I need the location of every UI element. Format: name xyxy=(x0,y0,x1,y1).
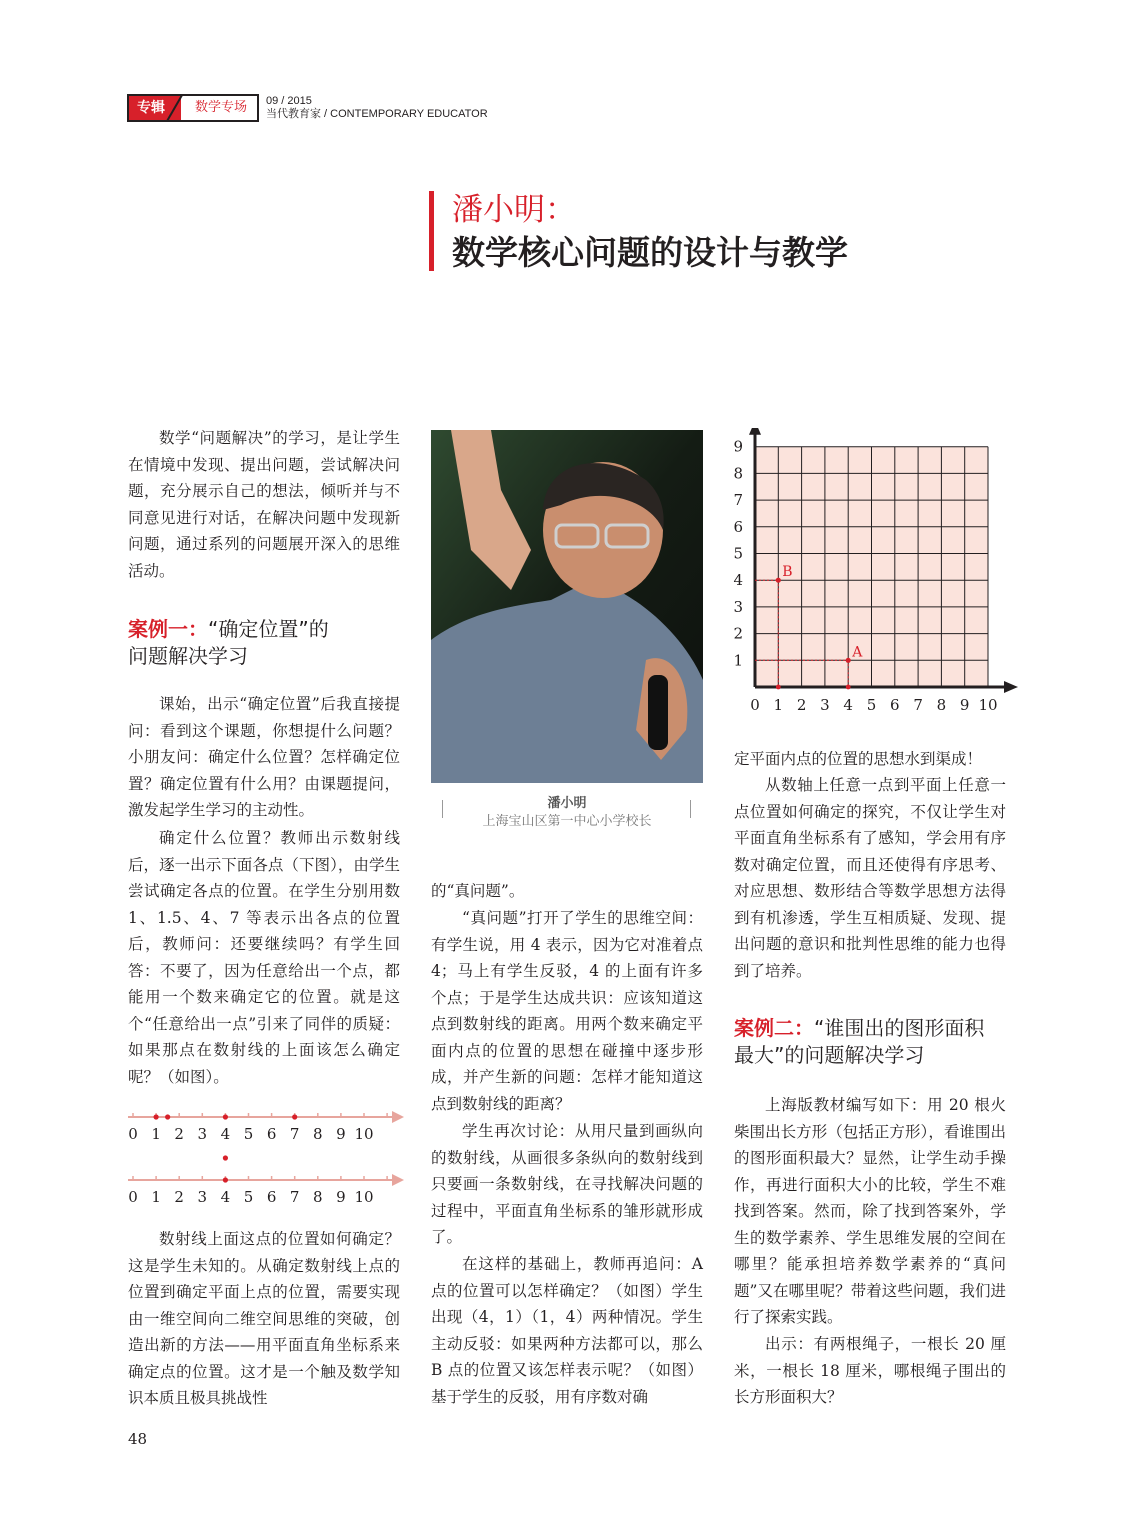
number-line-figure xyxy=(124,1100,408,1210)
portrait-illustration xyxy=(431,430,703,783)
x-tick-label: 6 xyxy=(890,696,900,714)
photo-caption-name: 潘小明 xyxy=(547,796,587,811)
case1-paragraph-2: 确定什么位置？教师出示数射线后，逐一出示下面各点（下图），由学生尝试确定各点的位置。在学生分别用数 1、1.5、4、7 等表示出各点的位置后，教师问：还要继续吗？有学生回答：不要了，因为任意给出一个点，都能用一个数来确定它的位置。就是这个“任意给出一点”引来了同伴的质疑：如果那点在数射线的上面该怎么确定呢？（如图）。 xyxy=(128,829,400,1086)
case1-paragraph-3: 数射线上面这点的位置如何确定？这是学生未知的。从确定数射线上点的位置到确定平面上点的位置，需要实现由一维空间向二维空间思维的突破，创造出新的方法——用平面直角坐标系来确定点的位置。这才是一个触及数学知识本质且极具挑战性 xyxy=(128,1230,400,1407)
page-number: 48 xyxy=(128,1430,148,1448)
y-tick-label: 2 xyxy=(733,624,743,643)
point-B-label: B xyxy=(782,564,793,581)
col2-paragraph-4: 在这样的基础上，教师再追问：A 点的位置可以怎样确定？（如图）学生出现（4，1）（1，4）两种情况。学生主动反驳：如果两种方法都可以，那么 B 点的位置又该怎样表示呢？（如图）基于学生的反驳，用有序数对确 xyxy=(431,1255,703,1406)
number-line-1 xyxy=(128,1111,404,1143)
nl1-tick-label: 7 xyxy=(289,1125,300,1143)
x-tick-label: 10 xyxy=(978,696,998,714)
x-tick-label: 3 xyxy=(820,696,830,714)
x-tick-label: 9 xyxy=(959,696,970,714)
magazine-name: 当代教育家 / CONTEMPORARY EDUCATOR xyxy=(266,108,488,120)
section-label: 数学专场 xyxy=(195,100,248,115)
point-A-x-mark xyxy=(846,685,851,690)
y-axis-arrow xyxy=(749,428,761,435)
nl1-point xyxy=(165,1114,170,1119)
number-line-2 xyxy=(128,1155,404,1206)
nl1-tick-label: 1 xyxy=(151,1125,161,1143)
nl2-tick-label: 8 xyxy=(313,1188,323,1206)
y-tick-label: 5 xyxy=(733,544,743,563)
col2-paragraph-3: 学生再次讨论：从用尺量到画纵向的数射线，从画很多条纵向的数射线到只要画一条数射线，在寻找解决问题的过程中，平面直角坐标系的雏形就形成了。 xyxy=(431,1122,703,1246)
nl1-point xyxy=(223,1114,228,1119)
case2-label: 案例二： xyxy=(734,1016,814,1040)
nl1-point xyxy=(292,1114,297,1119)
y-tick-label: 4 xyxy=(733,571,743,590)
nl1-tick-label: 3 xyxy=(197,1125,208,1143)
col3-paragraph-2: 从数轴上任意一点到平面上任意一点位置如何确定的探究，不仅让学生对平面直角坐标系有了感知，学会用有序数对确定位置，而且还使得有序思考、对应思想、数形结合等数学思想方法得到有机渗透，学生互相质疑、发现、提出问题的意识和批判性思维的能力也得到了培养。 xyxy=(734,776,1006,980)
nl1-tick-label: 6 xyxy=(266,1125,277,1143)
section-tag xyxy=(127,94,259,122)
nl2-tick-label: 5 xyxy=(243,1188,254,1206)
nl2-tick-label: 2 xyxy=(174,1188,184,1206)
nl2-tick-label: 9 xyxy=(336,1188,346,1206)
article-title-name: 潘小明： xyxy=(452,192,576,228)
col2-paragraph-2: “真问题”打开了学生的思维空间：有学生说，用 4 表示，因为它对准着点 4；马上有学生反驳，4 的上面有许多个点；于是学生达成共识：应该知道这点到数射线的距离。用两个数来确定平面内点的位置的思想在碰撞中逐步形成，并产生新的问题：怎样才能知道这点到数射线的距离？ xyxy=(431,909,703,1113)
nl2-tick-label: 7 xyxy=(289,1188,300,1206)
y-tick-label: 6 xyxy=(733,517,743,536)
x-tick-label: 7 xyxy=(913,696,923,714)
nl1-tick-label: 9 xyxy=(336,1125,346,1143)
coordinate-plane-chart xyxy=(728,428,1028,718)
x-tick-label: 8 xyxy=(936,696,947,714)
point-A-label: A xyxy=(852,644,863,661)
x-tick-label: 2 xyxy=(796,696,807,714)
nl1-tick-label: 5 xyxy=(243,1125,254,1143)
point-B-x-mark xyxy=(776,685,781,690)
portrait-photo xyxy=(431,430,703,783)
x-tick-label: 0 xyxy=(750,696,760,714)
x-tick-label: 5 xyxy=(866,696,877,714)
nl2-tick-label: 1 xyxy=(151,1188,161,1206)
nl2-tick-label: 3 xyxy=(197,1188,208,1206)
nl2-point-above xyxy=(223,1155,228,1160)
case1-heading xyxy=(128,616,400,670)
nl1-tick-label: 2 xyxy=(174,1125,184,1143)
case2-title-b: 最大”的问题解决学习 xyxy=(734,1043,925,1067)
title-accent-bar xyxy=(429,191,434,271)
point-B xyxy=(776,578,781,583)
case2-paragraph-2: 出示：有两根绳子，一根长 20 厘米，一根长 18 厘米，哪根绳子围出的长方形面积大？ xyxy=(734,1335,1006,1406)
tag-label: 专辑 xyxy=(129,96,181,120)
nl2-arrow xyxy=(392,1174,404,1186)
nl2-tick-label: 10 xyxy=(354,1188,374,1206)
case1-title-b: 问题解决学习 xyxy=(128,644,248,668)
point-A xyxy=(846,658,851,663)
nl1-tick-label: 0 xyxy=(128,1125,138,1143)
nl2-point xyxy=(223,1177,228,1182)
nl1-point xyxy=(154,1114,159,1119)
x-tick-label: 4 xyxy=(843,696,853,714)
nl1-arrow xyxy=(392,1111,404,1123)
nl2-tick-label: 4 xyxy=(220,1188,231,1206)
y-tick-label: 1 xyxy=(733,651,743,670)
caption-divider-right xyxy=(690,800,691,818)
case1-paragraph-1: 课始，出示“确定位置”后我直接提问：看到这个课题，你想提什么问题？小朋友问：确定什么位置？怎样确定位置？确定位置有什么用？由课题提问，激发起学生学习的主动性。 xyxy=(128,695,400,819)
photo-caption-role: 上海宝山区第一中心小学校长 xyxy=(482,814,652,829)
case2-paragraph-1: 上海版教材编写如下：用 20 根火柴围出长方形（包括正方形），看谁围出的图形面积最大？显然，让学生动手操作，再进行面积大小的比较，学生不难找到答案。然而，除了找到答案外，学生的数学素养、学生思维发展的空间在哪里？能承担培养数学素养的“真问题”又在哪里呢？带着这些问题，我们进行了探索实践。 xyxy=(734,1096,1006,1326)
article-title: 数学核心问题的设计与教学 xyxy=(452,233,848,272)
case1-title-a: “确定位置”的 xyxy=(208,617,329,641)
nl1-tick-label: 4 xyxy=(220,1125,231,1143)
y-tick-label: 9 xyxy=(733,437,743,456)
x-tick-label: 1 xyxy=(773,696,784,714)
intro-paragraph: 数学“问题解决”的学习，是让学生在情境中发现、提出问题，尝试解决问题，充分展示自己的想法，倾听并与不同意见进行对话，在解决问题中发现新问题，通过系列的问题展开深入的思维活动。 xyxy=(128,429,400,580)
nl2-tick-label: 6 xyxy=(266,1188,277,1206)
case2-heading xyxy=(734,1015,1006,1069)
col3-paragraph-1: 定平面内点的位置的思想水到渠成！ xyxy=(734,750,983,768)
issue-info xyxy=(266,95,488,121)
case2-title-a: “谁围出的图形面积 xyxy=(814,1016,985,1040)
y-tick-label: 3 xyxy=(733,597,743,616)
case1-label: 案例一： xyxy=(128,617,208,641)
nl1-tick-label: 8 xyxy=(313,1125,323,1143)
nl1-tick-label: 10 xyxy=(354,1125,374,1143)
nl2-tick-label: 0 xyxy=(128,1188,138,1206)
y-tick-label: 7 xyxy=(733,491,743,510)
col2-paragraph-1: 的“真问题”。 xyxy=(431,882,525,900)
x-axis-arrow xyxy=(1004,681,1018,693)
y-tick-label: 8 xyxy=(733,464,743,483)
issue-number: 09 / 2015 xyxy=(266,95,312,107)
